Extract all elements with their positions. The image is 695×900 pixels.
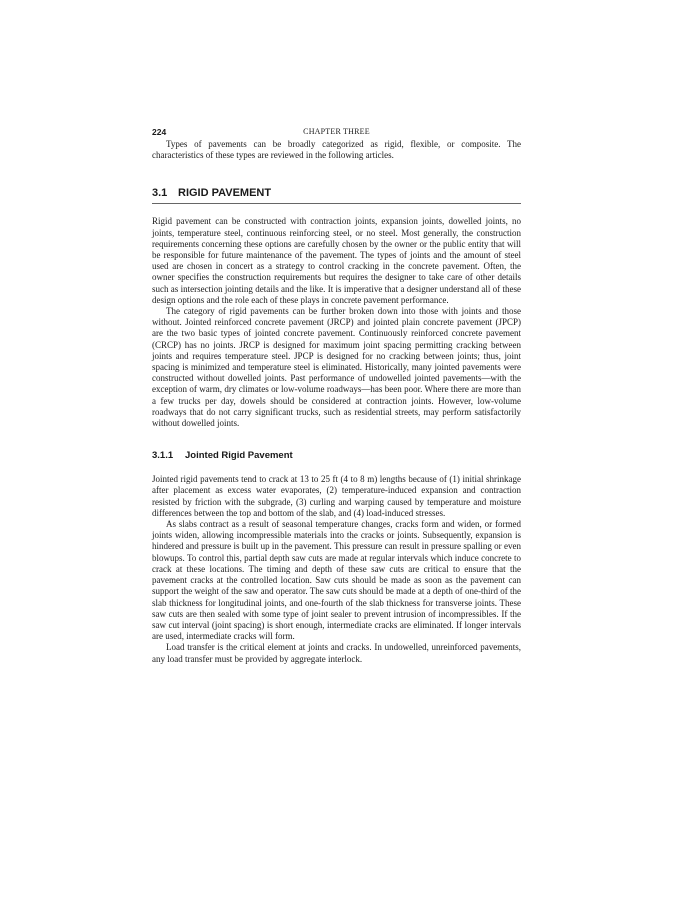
section-number: 3.1: [152, 187, 168, 200]
section-body: [152, 216, 521, 429]
paragraph: Rigid pavement can be constructed with contraction joints, expansion joints, dowelled joints, no joints, temperature steel, continuous reinforcing steel, or no steel. Most generally, the construction requirements concerning these options are carefully chosen by the owner or the public entity that will be responsible for future maintenance of the pavement. The types of joints and the amount of steel used are chosen in concert as a strategy to control cracking in the concrete pavement. Often, the owner specifies the construction requirements but requires the designer to take care of other details such as intersection jointing details and the like. It is imperative that a designer understand all of these design options and the role each of these plays in concrete pavement performance.: [152, 216, 521, 305]
paragraph: The category of rigid pavements can be further broken down into those with joints and those without. Jointed reinforced concrete pavement (JRCP) and jointed plain concrete pavement (JPCP) are the two basic types of jointed concrete pavement. Continuously reinforced concrete pavement (CRCP) has no joints. JRCP is designed for maximum joint spacing permitting cracking between joints and requires temperature steel. JPCP is designed for no cracking between joints; thus, joint spacing is minimized and temperature steel is eliminated. Historically, many jointed pavements were constructed without dowelled joints. Past performance of undowelled jointed pavements—with the exception of warm, dry climates or low-volume roadways—has been poor. Where there are more than a few trucks per day, dowels should be considered at contraction joints. However, low-volume roadways that do not carry significant trucks, such as residential streets, may perform satisfactorily without dowelled joints.: [152, 306, 521, 429]
paragraph: Jointed rigid pavements tend to crack at 13 to 25 ft (4 to 8 m) lengths because of (1) initial shrinkage after placement as excess water evaporates, (2) temperature-induced expansion and contraction resisted by friction with the subgrade, (3) curling and warping caused by temperature and moisture differences between the top and bottom of the slab, and (4) load-induced stresses.: [152, 474, 521, 518]
section-title: RIGID PAVEMENT: [178, 187, 272, 200]
page-number: 224: [152, 127, 167, 137]
document-page: [152, 125, 521, 665]
subsection-title: Jointed Rigid Pavement: [185, 450, 293, 462]
running-head: CHAPTER THREE: [303, 127, 370, 136]
subsection-body: [152, 474, 521, 664]
subsection-heading: [152, 450, 521, 462]
intro-paragraph: Types of pavements can be broadly categorized as rigid, flexible, or composite. The characteristics of these types are reviewed in the following articles.: [152, 139, 521, 161]
section-heading: [152, 186, 521, 204]
subsection-number: 3.1.1: [152, 450, 174, 462]
paragraph: Load transfer is the critical element at joints and cracks. In undowelled, unreinforced pavements, any load transfer must be provided by aggregate interlock.: [152, 642, 521, 664]
paragraph: As slabs contract as a result of seasonal temperature changes, cracks form and widen, or formed joints widen, allowing incompressible materials into the cracks or joints. Subsequently, expansion is hindered and pressure is built up in the pavement. This pressure can result in pressure spalling or even blowups. To control this, partial depth saw cuts are made at regular intervals which induce concrete to crack at these locations. The timing and depth of these saw cuts are critical to ensure that the pavement cracks at the controlled location. Saw cuts should be made as soon as the pavement can support the weight of the saw and operator. The saw cuts should be made at a depth of one-third of the slab thickness for longitudinal joints, and one-fourth of the slab thickness for transverse joints. These saw cuts are then sealed with some type of joint sealer to prevent intrusion of incompressibles. If the saw cut interval (joint spacing) is short enough, intermediate cracks are eliminated. If longer intervals are used, intermediate cracks will form.: [152, 519, 521, 642]
page-header: [152, 125, 521, 139]
